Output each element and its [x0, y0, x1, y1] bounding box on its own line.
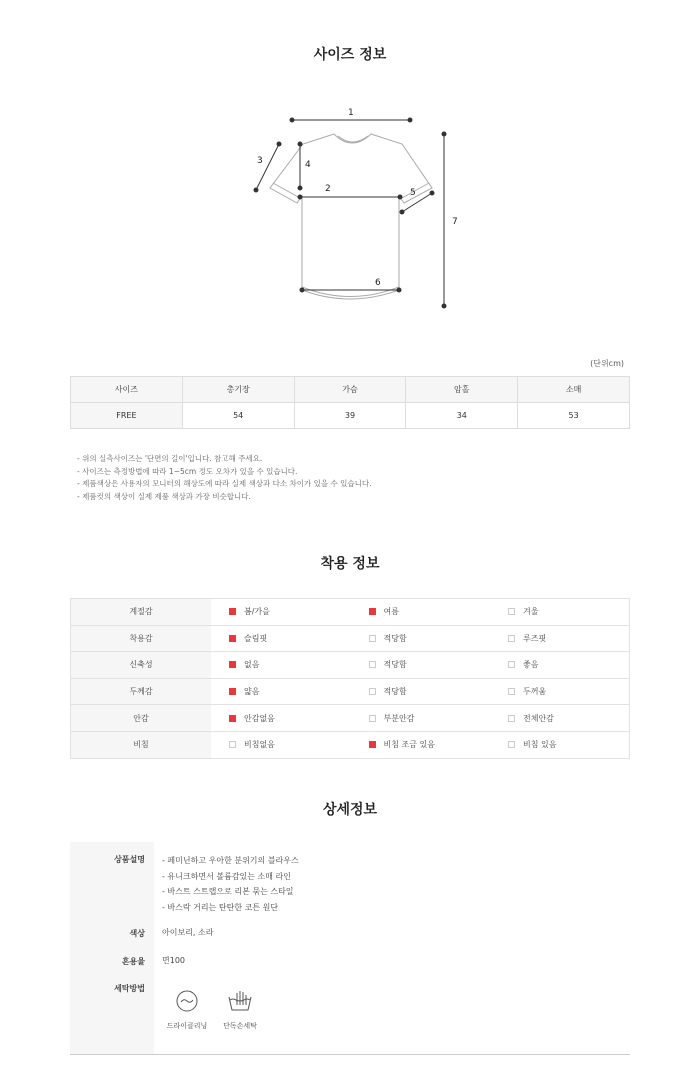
table-row — [71, 403, 630, 429]
size-measurement-diagram — [230, 100, 470, 315]
size-cell: 54 — [182, 403, 294, 429]
fit-option-cell — [211, 652, 351, 679]
description-label: 상품설명 — [114, 855, 145, 864]
fit-row-label: 신축성 — [71, 652, 212, 679]
checked-box-icon — [229, 608, 236, 615]
fit-option — [351, 739, 491, 750]
fit-option — [211, 633, 351, 644]
fit-option-label: 루즈핏 — [523, 633, 547, 643]
fit-table — [70, 598, 630, 759]
size-info-title: 사이즈 정보 — [313, 47, 387, 63]
dry-clean-icon — [175, 989, 199, 1013]
fit-option — [351, 633, 491, 644]
color-value: 아이보리, 소라 — [162, 928, 214, 937]
fit-option-label: 두꺼움 — [523, 687, 547, 697]
fit-row — [71, 731, 630, 758]
fit-option-cell — [351, 731, 491, 758]
fit-option — [211, 606, 351, 617]
fit-option — [211, 659, 351, 670]
size-table — [70, 376, 630, 429]
fit-option-cell — [351, 652, 491, 679]
note-line: - 위의 실측사이즈는 '단면의 길이'입니다. 참고해 주세요. — [77, 454, 263, 463]
size-notes — [77, 453, 372, 503]
fit-option-label: 적당함 — [383, 687, 407, 697]
fit-option-cell — [490, 705, 630, 732]
wash-item-label: 단독손세탁 — [223, 1022, 257, 1030]
diagram-label-3: 3 — [257, 156, 263, 166]
fit-row — [71, 678, 630, 705]
unchecked-box-icon — [369, 661, 376, 668]
diagram-label-4: 4 — [305, 160, 311, 170]
checked-box-icon — [229, 661, 236, 668]
detail-info-title: 상세정보 — [322, 802, 378, 818]
fit-option-label: 비침 조금 있음 — [383, 740, 435, 750]
diagram-label-1: 1 — [348, 108, 354, 118]
fit-option-label: 봄/가을 — [244, 607, 270, 617]
fit-option — [490, 606, 629, 617]
description-text — [162, 853, 299, 915]
fit-info-title: 착용 정보 — [320, 556, 380, 572]
fit-row — [71, 705, 630, 732]
note-line: - 제품색상은 사용자의 모니터의 해상도에 따라 실제 색상과 다소 차이가 있을 수 있습니다. — [77, 479, 372, 488]
fit-option-label: 적당함 — [383, 633, 407, 643]
unchecked-box-icon — [369, 715, 376, 722]
fit-option-label: 전체안감 — [523, 713, 554, 723]
unchecked-box-icon — [508, 715, 515, 722]
fit-option-cell — [351, 625, 491, 652]
fit-row-label: 안감 — [71, 705, 212, 732]
fit-option-cell — [211, 678, 351, 705]
fit-option-label: 슬림핏 — [244, 633, 268, 643]
hand-wash-icon — [227, 989, 253, 1013]
unchecked-box-icon — [508, 661, 515, 668]
size-header-cell: 가슴 — [294, 377, 406, 403]
fit-option-label: 부분안감 — [383, 713, 415, 723]
fit-option — [211, 686, 351, 697]
checked-box-icon — [369, 608, 376, 615]
fabric-label: 혼용율 — [121, 957, 145, 966]
fit-option-cell — [351, 705, 491, 732]
checked-box-icon — [229, 715, 236, 722]
note-line: - 사이즈는 측정방법에 따라 1~5cm 정도 오차가 있을 수 있습니다. — [77, 466, 298, 476]
wash-label: 세탁방법 — [114, 984, 145, 993]
checked-box-icon — [229, 688, 236, 695]
size-header-cell: 소매 — [518, 377, 630, 403]
diagram-label-2: 2 — [325, 184, 331, 194]
fabric-value: 면100 — [162, 956, 185, 965]
wash-item-hand-wash — [220, 989, 260, 1031]
fit-option-cell — [211, 731, 351, 758]
unchecked-box-icon — [508, 635, 515, 642]
fit-option — [351, 606, 491, 617]
fit-option-label: 안감없음 — [244, 713, 275, 723]
fit-row — [71, 652, 630, 679]
wash-item-dry-clean — [164, 989, 210, 1031]
unchecked-box-icon — [508, 741, 515, 748]
unchecked-box-icon — [369, 688, 376, 695]
fit-option-cell — [351, 678, 491, 705]
fit-option-cell — [211, 599, 351, 626]
fit-option-cell — [490, 678, 630, 705]
size-table-header-row — [71, 377, 630, 403]
size-cell: 53 — [518, 403, 630, 429]
fit-option-label: 비침없음 — [244, 740, 275, 750]
checked-box-icon — [369, 741, 376, 748]
fit-option — [351, 713, 491, 724]
size-cell: 39 — [294, 403, 406, 429]
description-line: - 바스트 스트랩으로 리본 묶는 스타일 — [162, 887, 294, 896]
size-header-cell: 암홀 — [406, 377, 518, 403]
fit-option-label: 얇음 — [244, 687, 260, 697]
detail-label-column — [70, 842, 154, 1054]
note-line: - 제품컷의 색상이 실제 제품 색상과 가장 비슷합니다. — [77, 491, 251, 501]
description-line: - 페미닌하고 우아한 분위기의 블라우스 — [162, 856, 299, 865]
fit-row-label: 계절감 — [71, 599, 212, 626]
checked-box-icon — [229, 635, 236, 642]
fit-option-cell — [211, 625, 351, 652]
fit-row — [71, 625, 630, 652]
fit-row-label: 두께감 — [71, 678, 212, 705]
size-header-cell: 사이즈 — [71, 377, 183, 403]
fit-option-label: 적당함 — [383, 660, 407, 670]
diagram-label-5: 5 — [410, 188, 416, 198]
fit-option-cell — [490, 599, 630, 626]
fit-row-label: 비침 — [71, 731, 212, 758]
fit-option-label: 비침 있음 — [523, 740, 557, 750]
description-line: - 유니크하면서 볼륨감있는 소매 라인 — [162, 871, 291, 881]
diagram-label-7: 7 — [452, 217, 458, 227]
unchecked-box-icon — [229, 741, 236, 748]
fit-row — [71, 599, 630, 626]
fit-row-label: 착용감 — [71, 625, 212, 652]
fit-option-label: 여름 — [383, 607, 399, 617]
fit-option-cell — [490, 652, 630, 679]
description-line: - 바스락 거리는 탄탄한 코튼 원단 — [162, 902, 279, 912]
fit-option — [490, 633, 629, 644]
fit-option — [490, 659, 629, 670]
fit-option-label: 좋음 — [523, 660, 539, 670]
fit-option — [211, 713, 351, 724]
detail-table — [70, 842, 630, 1055]
wash-item-label: 드라이클리닝 — [166, 1022, 208, 1030]
unchecked-box-icon — [369, 635, 376, 642]
size-header-cell: 총기장 — [182, 377, 294, 403]
size-cell: 34 — [406, 403, 518, 429]
fit-option-label: 없음 — [244, 660, 260, 670]
fit-option-cell — [490, 625, 630, 652]
fit-option — [351, 686, 491, 697]
fit-option — [490, 739, 629, 750]
fit-option — [211, 739, 351, 750]
color-label: 색상 — [129, 929, 145, 938]
unchecked-box-icon — [508, 608, 515, 615]
fit-option — [490, 686, 629, 697]
fit-option — [490, 713, 629, 724]
fit-option-cell — [211, 705, 351, 732]
diagram-label-6: 6 — [375, 278, 381, 288]
fit-option-cell — [351, 599, 491, 626]
unchecked-box-icon — [508, 688, 515, 695]
size-cell: FREE — [71, 403, 183, 429]
fit-option-label: 겨울 — [523, 607, 539, 617]
fit-option — [351, 659, 491, 670]
unit-label: (단위cm) — [590, 359, 624, 368]
fit-option-cell — [490, 731, 630, 758]
